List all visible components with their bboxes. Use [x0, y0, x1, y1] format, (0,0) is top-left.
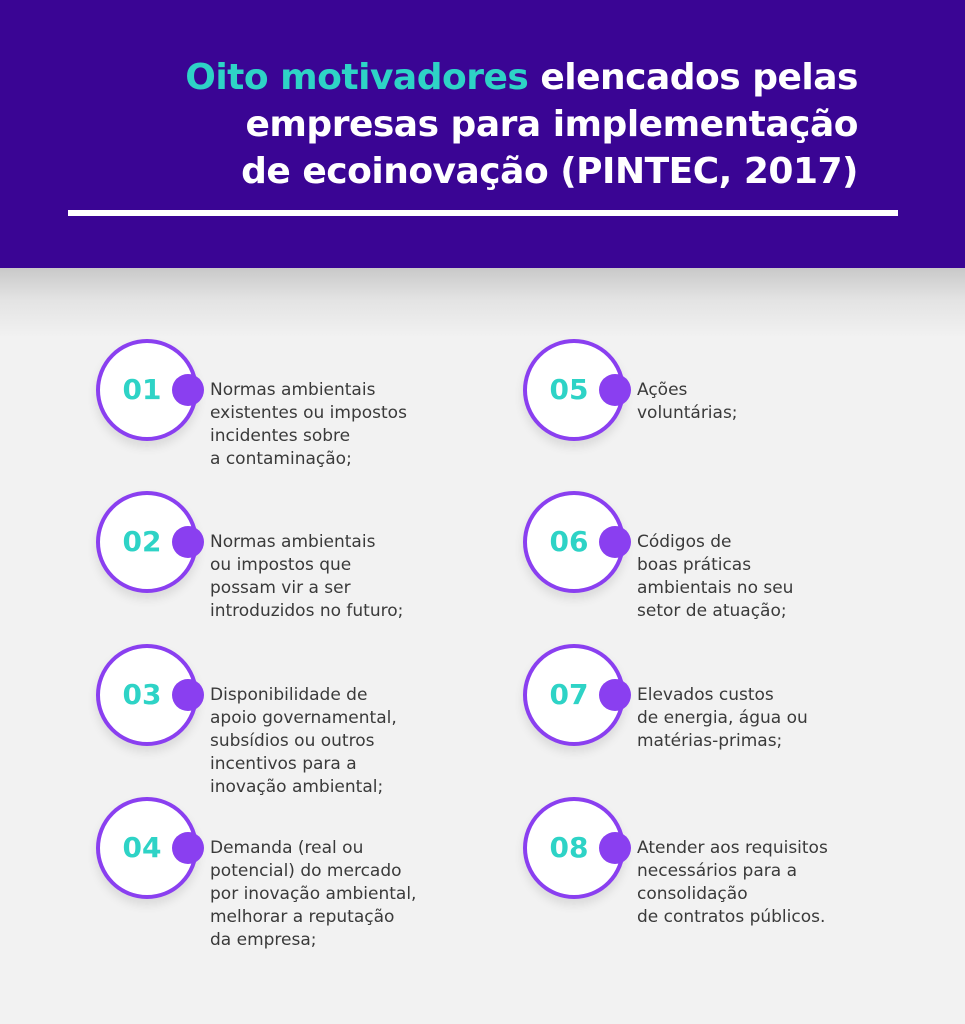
- item-number: 05: [549, 373, 589, 406]
- title-line2: empresas para implementação: [245, 104, 858, 145]
- item-number: 08: [549, 831, 589, 864]
- purple-dot-icon: [599, 526, 631, 558]
- title-divider: [68, 210, 898, 216]
- item-number: 04: [122, 831, 162, 864]
- item-number: 03: [122, 678, 162, 711]
- item-text: Atender aos requisitos necessários para a consolidação de contratos públicos.: [637, 838, 828, 927]
- purple-dot-icon: [599, 679, 631, 711]
- item-text: Normas ambientais ou impostos que possam vir a ser introduzidos no futuro;: [210, 532, 404, 621]
- motivator-item-03: [96, 644, 496, 797]
- item-number: 06: [549, 525, 589, 558]
- page-title: [98, 54, 858, 195]
- purple-dot-icon: [172, 679, 204, 711]
- purple-dot-icon: [599, 832, 631, 864]
- title-line3: de ecoinovação (PINTEC, 2017): [241, 151, 858, 192]
- motivator-item-02: [96, 491, 496, 631]
- purple-dot-icon: [172, 374, 204, 406]
- item-number: 01: [122, 373, 162, 406]
- purple-dot-icon: [172, 526, 204, 558]
- motivator-item-08: [523, 797, 923, 937]
- header-banner: [0, 0, 965, 268]
- motivator-item-05: [523, 339, 923, 479]
- item-text: Ações voluntárias;: [637, 380, 738, 423]
- item-text: Elevados custos de energia, água ou matérias-primas;: [637, 685, 808, 751]
- motivator-item-06: [523, 491, 923, 631]
- item-text: Demanda (real ou potencial) do mercado por inovação ambiental, melhorar a reputação da empresa;: [210, 838, 417, 950]
- title-accent: Oito motivadores: [185, 57, 529, 98]
- item-number: 02: [122, 525, 162, 558]
- item-text: Normas ambientais existentes ou impostos incidentes sobre a contaminação;: [210, 380, 407, 469]
- title-line1-rest: elencados pelas: [528, 57, 858, 98]
- motivator-item-04: [96, 797, 496, 950]
- item-number: 07: [549, 678, 589, 711]
- purple-dot-icon: [599, 374, 631, 406]
- header-shadow: [0, 268, 965, 338]
- motivator-item-01: [96, 339, 496, 479]
- motivator-item-07: [523, 644, 923, 784]
- item-text: Disponibilidade de apoio governamental, subsídios ou outros incentivos para a inovação ambiental;: [210, 685, 397, 797]
- purple-dot-icon: [172, 832, 204, 864]
- item-text: Códigos de boas práticas ambientais no seu setor de atuação;: [637, 532, 794, 621]
